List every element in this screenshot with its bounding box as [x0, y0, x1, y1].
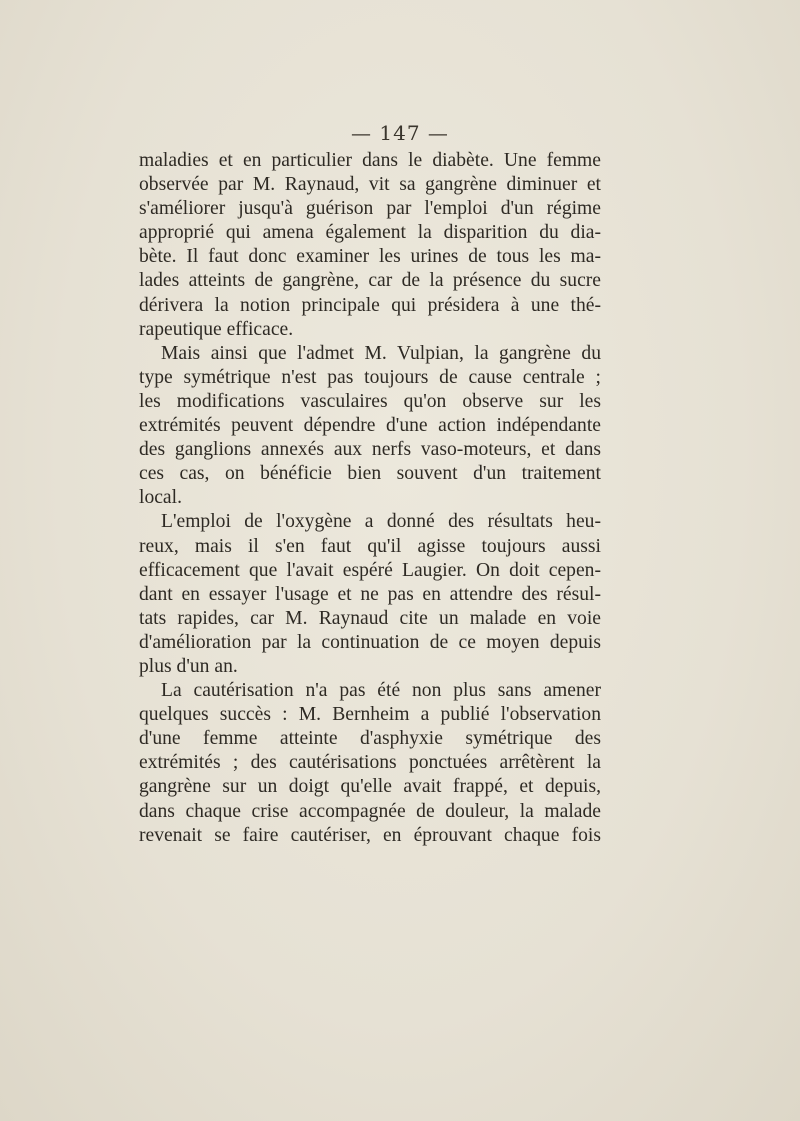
text-line: d'une femme atteinte d'asphyxie symétrique des: [139, 728, 601, 750]
text-line: dérivera la notion principale qui présidera à une thé-: [139, 294, 601, 316]
text-line: quelques succès : M. Bernheim a publié l'observation: [139, 704, 601, 726]
text-line: revenait se faire cautériser, en éprouvant chaque fois: [139, 824, 601, 846]
text-line: ces cas, on bénéficie bien souvent d'un traitement: [139, 463, 601, 485]
text-line: dans chaque crise accompagnée de douleur, la malade: [139, 800, 601, 822]
text-line: plus d'un an.: [139, 655, 238, 677]
paragraph: [139, 149, 601, 342]
text-line: tats rapides, car M. Raynaud cite un malade en voie: [139, 607, 601, 629]
text-line: dant en essayer l'usage et ne pas en attendre des résul-: [139, 583, 601, 605]
text-line: La cautérisation n'a pas été non plus sans amener: [161, 680, 601, 702]
text-line: Mais ainsi que l'admet M. Vulpian, la gangrène du: [161, 342, 601, 364]
text-line: s'améliorer jusqu'à guérison par l'emploi d'un régime: [139, 198, 601, 220]
text-line: efficacement que l'avait espéré Laugier. On doit cepen-: [139, 559, 601, 581]
text-line: reux, mais il s'en faut qu'il agisse toujours aussi: [139, 535, 601, 557]
text-line: L'emploi de l'oxygène a donné des résultats heu-: [161, 511, 601, 533]
text-line: extrémités ; des cautérisations ponctuées arrêtèrent la: [139, 752, 601, 774]
page-number: — 147 —: [351, 121, 449, 145]
text-line: extrémités peuvent dépendre d'une action indépendante: [139, 415, 601, 437]
text-line: observée par M. Raynaud, vit sa gangrène diminuer et: [139, 174, 601, 196]
text-line: des ganglions annexés aux nerfs vaso-moteurs, et dans: [139, 439, 601, 461]
paragraph: [139, 342, 601, 511]
paragraph: [139, 679, 601, 848]
text-line: approprié qui amena également la disparition du dia-: [139, 222, 601, 244]
text-line: maladies et en particulier dans le diabète. Une femme: [139, 150, 601, 171]
body-text: [139, 149, 601, 848]
text-line: local.: [139, 487, 182, 509]
text-line: lades atteints de gangrène, car de la présence du sucre: [139, 270, 601, 292]
text-line: gangrène sur un doigt qu'elle avait frappé, et depuis,: [139, 776, 601, 798]
text-line: d'amélioration par la continuation de ce moyen depuis: [139, 631, 601, 653]
text-line: type symétrique n'est pas toujours de cause centrale ;: [139, 366, 601, 388]
text-line: les modifications vasculaires qu'on observe sur les: [139, 390, 601, 412]
text-line: rapeutique efficace.: [139, 318, 294, 340]
text-line: bète. Il faut donc examiner les urines de tous les ma-: [139, 246, 601, 268]
paragraph: [139, 510, 601, 679]
